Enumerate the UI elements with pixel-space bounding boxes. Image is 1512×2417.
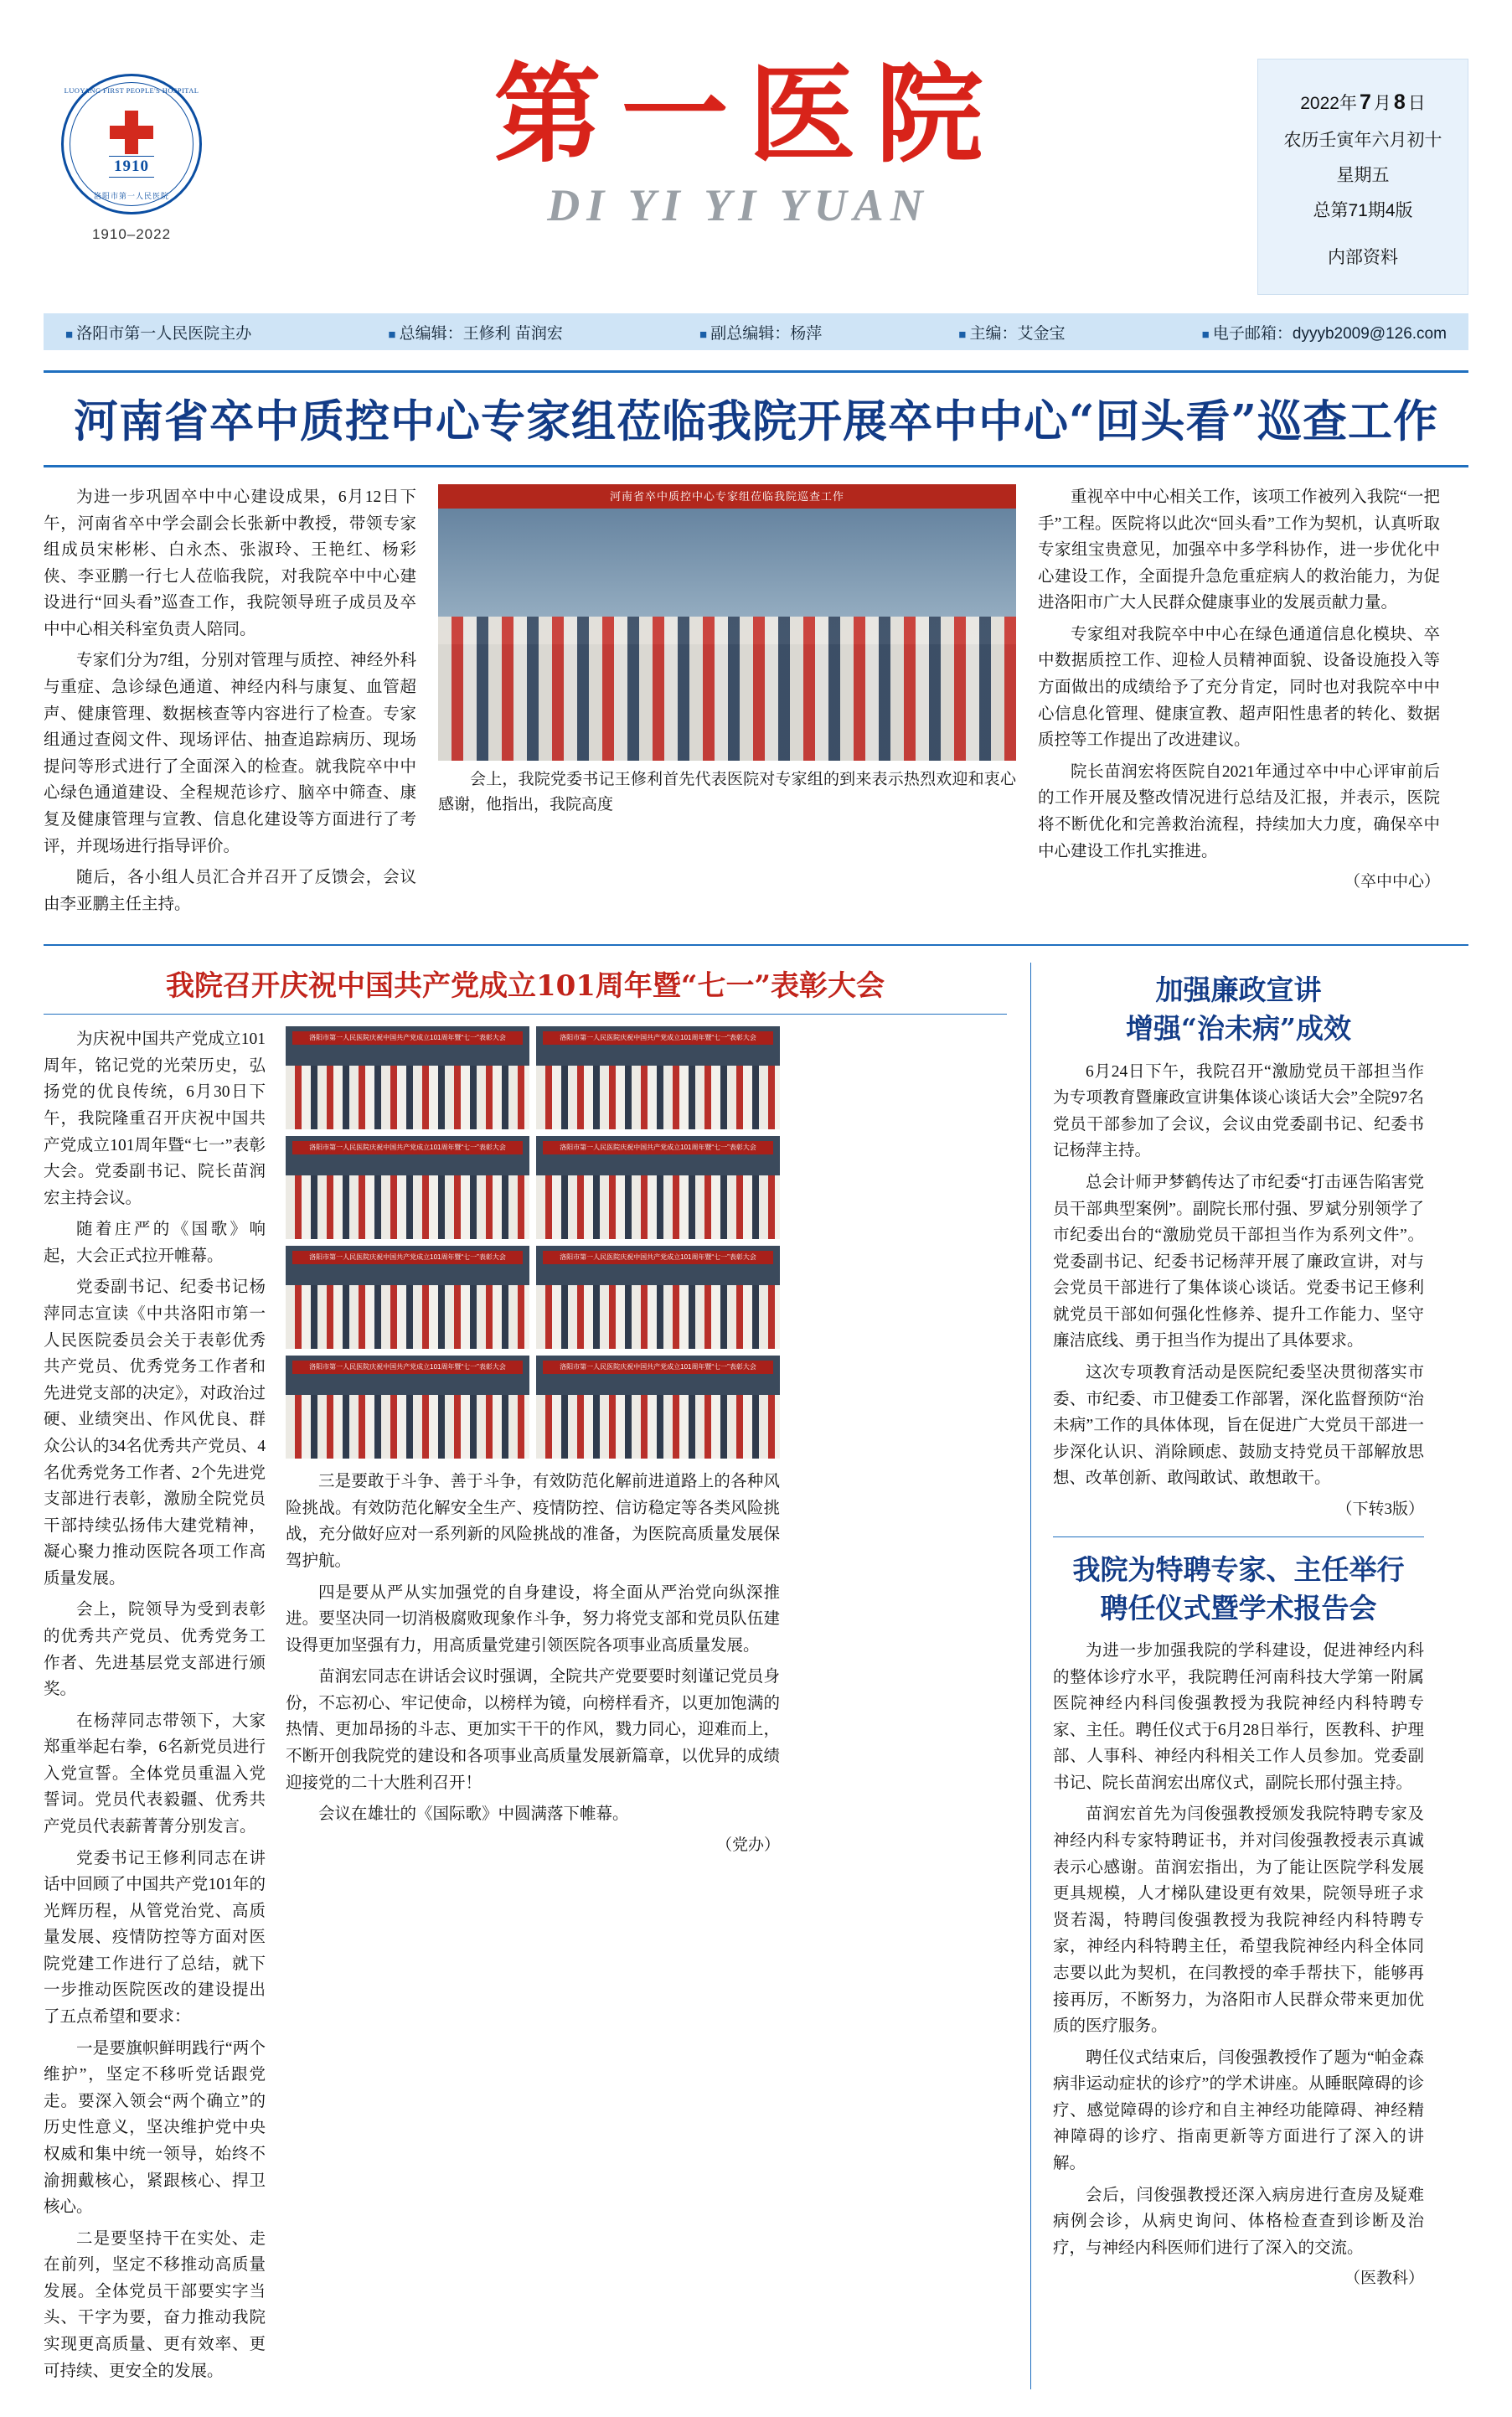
issue-month: 7	[1359, 90, 1371, 114]
party-byline: （党办）	[715, 1836, 780, 1854]
party-photo-banner: 洛阳市第一人民医院庆祝中国共产党成立101周年暨“七一”表彰大会	[292, 1361, 523, 1374]
lead-para: 为进一步巩固卒中中心建设成果，6月12日下午，河南省卒中学会副会长张新中教授，带领专家组成员宋彬彬、白永杰、张淑玲、王艳红、杨彩侠、李亚鹏一行七人莅临我院，对我院卒中中心建设进行“回头看”巡查工作，我院领导班子成员及卒中中心相关科室负责人陪同。	[44, 488, 416, 638]
party-photo-banner: 洛阳市第一人民医院庆祝中国共产党成立101周年暨“七一”表彰大会	[543, 1141, 773, 1154]
right-para: 苗润宏首先为闫俊强教授颁发我院特聘专家及神经内科专家特聘证书，并对闫俊强教授表示真诚表示心感谢。苗润宏指出，为了能让医院学科发展更具规模，人才梯队建设更有效果，院领导班子求贤若渴，特聘闫俊强教授为我院神经内科特聘专家，神经内科特聘主任，希望我院神经内科全体同志要以此为契机，在闫教授的牵手帮扶下，能够再接再厉，不断努力，为洛阳市人民群众带来更加优质的医疗服务。	[1053, 1805, 1424, 2036]
party-photo	[536, 1026, 780, 1129]
anti-corruption-body	[1053, 1059, 1424, 1523]
party-photo	[286, 1136, 529, 1239]
party-photo-banner: 洛阳市第一人民医院庆祝中国共产党成立101周年暨“七一”表彰大会	[292, 1251, 523, 1264]
party-photo	[286, 1246, 529, 1349]
right-para: 总会计师尹梦鹤传达了市纪委“打击诬告陷害党员干部典型案例”。副院长邢付强、罗斌分别领学了市纪委出台的“激励党员干部担当作为系列文件”。党委副书记、纪委书记杨萍开展了廉政宣讲，对与会党员干部进行了集体谈心谈话。党委书记王修利就党员干部如何强化性修养、提升工作能力、坚守廉洁底线、勇于担当作为提出了具体要求。	[1053, 1173, 1424, 1351]
party-photo-row	[536, 1285, 780, 1349]
party-para: 党委副书记、纪委书记杨萍同志宣读《中共洛阳市第一人民医院委员会关于表彰优秀共产党员、优秀党务工作者和先进党支部的决定》，对政治过硬、业绩突出、作风优良、群众公认的34名优秀共产党员、4名优秀党务工作者、2个先进党支部进行表彰，激励全院党员干部持续弘扬伟大建党精神，凝心聚力推动医院各项工作高质量发展。	[44, 1278, 266, 1588]
party-photo	[536, 1246, 780, 1349]
lead-para: 专家们分为7组，分别对管理与质控、神经外科与重症、急诊绿色通道、神经内科与康复、血管超声、健康管理、数据核查等内容进行了检查。专家组通过查阅文件、现场评估、抽查追踪病历、现场提问等形式进行了全面深入的检查。就我院卒中中心绿色通道建设、全程规范诊疗、脑卒中筛查、康复及健康管理与宣教、信息化建设等方面进行了考评，并现场进行指导评价。	[44, 652, 416, 855]
issue-month-unit: 月	[1373, 94, 1391, 113]
issue-internal-label: 内部资料	[1328, 248, 1398, 267]
lead-para: 专家组对我院卒中中心在绿色通道信息化模块、卒中数据质控工作、迎检人员精神面貌、设备设施投入等方面做出的成绩给予了充分肯定，同时也对我院卒中中心信息化管理、健康宣教、超声阳性患者的转化、数据质控等工作提出了改进建议。	[1038, 625, 1440, 750]
lead-column-3	[1038, 484, 1440, 922]
logo-years-range: 1910–2022	[91, 226, 172, 242]
seal-year: 1910	[109, 156, 154, 178]
red-cross-icon	[110, 111, 153, 154]
issue-day-unit: 日	[1407, 94, 1426, 113]
party-photo-banner: 洛阳市第一人民医院庆祝中国共产党成立101周年暨“七一”表彰大会	[292, 1141, 523, 1154]
appointment-article	[1053, 1551, 1424, 2292]
appointment-byline: （医教科）	[1344, 2270, 1424, 2288]
party-para: 在杨萍同志带领下，大家郑重举起右拳，6名新党员进行入党宣誓。全体党员重温入党誓词。党员代表毅疆、优秀共产党员代表薪菁菁分别发言。	[44, 1712, 266, 1836]
party-photo-row	[536, 1395, 780, 1459]
party-columns	[44, 1026, 1007, 2389]
party-photo	[286, 1026, 529, 1129]
party-para: 苗润宏同志在讲话会议时强调，全院共产党要要时刻谨记党员身份，不忘初心、牢记使命，以榜样为镜，向榜样看齐，以更加饱满的热情、更加昂扬的斗志、更加实干干的作风，戮力同心，迎难而上，不断开创我院党的建设和各项事业高质量发展新篇章，以优异的成绩迎接党的二十大胜利召开！	[286, 1668, 780, 1792]
party-column-1	[44, 1026, 266, 2389]
anti-corruption-article	[1053, 971, 1424, 1522]
page-title: 第一医院	[493, 52, 1004, 178]
party-photo-column	[286, 1026, 780, 2389]
party-headline: 我院召开庆祝中国共产党成立101周年暨“七一”表彰大会	[44, 963, 1007, 1015]
issue-date	[1268, 81, 1458, 123]
party-para: 会上，院领导为受到表彰的优秀共产党员、优秀党务工作者、先进基层党支部进行颁奖。	[44, 1601, 266, 1699]
appointment-headline-line2: 聘任仪式暨学术报告会	[1100, 1591, 1377, 1624]
party-para: 二是要坚持干在实处、走在前列，坚定不移推动高质量发展。全体党员干部要实字当头、干字为要，奋力推动我院实现更高质量、更有效率、更可持续、更安全的发展。	[44, 2229, 266, 2380]
party-column-2	[286, 1469, 780, 1858]
hospital-logo	[44, 59, 219, 243]
lead-article	[44, 484, 1468, 922]
party-para: 会议在雄壮的《国际歌》中圆满落下帷幕。	[318, 1805, 629, 1824]
party-photo-banner: 洛阳市第一人民医院庆祝中国共产党成立101周年暨“七一”表彰大会	[543, 1031, 773, 1045]
paper-title-block	[219, 52, 1257, 231]
appointment-headline	[1053, 1551, 1424, 1628]
party-photo-banner: 洛阳市第一人民医院庆祝中国共产党成立101周年暨“七一”表彰大会	[292, 1031, 523, 1045]
party-photo-banner: 洛阳市第一人民医院庆祝中国共产党成立101周年暨“七一”表彰大会	[543, 1361, 773, 1374]
lead-para: 院长苗润宏将医院自2021年通过卒中中心评审前后的工作开展及整改情况进行总结及汇报，并表示，医院将不断优化和完善救治流程，持续加大力度，确保卒中中心建设工作扎实推进。	[1038, 762, 1440, 860]
appointment-body	[1053, 1638, 1424, 2292]
issue-year: 2022年	[1300, 94, 1357, 113]
lead-column-2	[438, 484, 1016, 922]
lead-photo-group	[438, 617, 1016, 761]
chief-editor-label: ■ 总编辑：王修利 苗润宏	[388, 321, 563, 343]
seal-arc-top-text: LUOYANG FIRST PEOPLE'S HOSPITAL	[64, 86, 199, 95]
anti-corruption-headline-line1: 加强廉政宣讲	[1155, 974, 1322, 1007]
party-photo-row	[286, 1175, 529, 1239]
party-photo	[286, 1356, 529, 1459]
party-para: 随着庄严的《国歌》响起，大会正式拉开帷幕。	[44, 1221, 266, 1265]
issue-number: 总第71期4版	[1313, 201, 1413, 220]
lead-photo-banner: 河南省卒中质控中心专家组莅临我院巡查工作	[438, 484, 1016, 509]
party-column-3	[800, 1026, 1005, 2389]
seal-arc-bottom-text: 洛阳市第一人民医院	[93, 192, 169, 200]
issue-info-box	[1257, 59, 1468, 295]
right-para: 6月24日下午，我院召开“激励党员干部担当作为专项教育暨廉政宣讲集体谈心谈话大会”全院97名党员干部参加了会议，会议由党委副书记、纪委书记杨萍主持。	[1053, 1062, 1424, 1160]
party-para: 一是要旗帜鲜明践行“两个维护”，坚定不移听党话跟党走。要深入领会“两个确立”的历史性意义，坚决维护党中央权威和集中统一领导，始终不渝拥戴核心，紧跟核心、捍卫核心。	[44, 2039, 266, 2217]
continue-notice: （下转3版）	[1336, 1500, 1424, 1518]
party-photo-row	[286, 1066, 529, 1129]
party-photo-row	[536, 1175, 780, 1239]
party-article	[44, 963, 1007, 2389]
party-para: 四是要从严从实加强党的自身建设，将全面从严治党向纵深推进。要坚决同一切消极腐败现象作斗争，努力将党支部和党员队伍建设得更加坚强有力，用高质量党建引领医院各项事业高质量发展。	[286, 1583, 780, 1655]
lead-column-1	[44, 484, 416, 922]
lead-para: 重视卒中中心相关工作，该项工作被列入我院“一把手”工程。医院将以此次“回头看”工作为契机，认真听取专家组宝贵意见，加强卒中多学科协作，进一步优化中心建设工作，全面提升急危重症病人的救治能力，为促进洛阳市广大人民群众健康事业的发展贡献力量。	[1038, 488, 1440, 612]
party-photo-banner: 洛阳市第一人民医院庆祝中国共产党成立101周年暨“七一”表彰大会	[543, 1251, 773, 1264]
section-divider	[44, 944, 1468, 946]
email-label: ■ 电子邮箱：dyyyb2009@126.com	[1202, 321, 1447, 343]
party-photo-row	[536, 1066, 780, 1129]
right-column	[1030, 963, 1424, 2389]
editor-label: ■ 主编：艾金宝	[958, 321, 1065, 343]
party-photo	[536, 1356, 780, 1459]
party-para: 为庆祝中国共产党成立101周年，铭记党的光荣历史，弘扬党的优良传统，6月30日下午，我院隆重召开庆祝中国共产党成立101周年暨“七一”表彰大会。党委副书记、院长苗润宏主持会议。	[44, 1030, 266, 1207]
appointment-headline-line1: 我院为特聘专家、主任举行	[1072, 1552, 1405, 1586]
party-para: 三是要敢于斗争、善于斗争，有效防范化解前进道路上的各种风险挑战。有效防范化解安全生产、疫情防控、信访稳定等各类风险挑战，充分做好应对一系列新的风险挑战的准备，为医院高质量发展保驾护航。	[286, 1473, 780, 1570]
right-para: 聘任仪式结束后，闫俊强教授作了题为“帕金森病非运动症状的诊疗”的学术讲座。从睡眠障碍的诊疗、感觉障碍的诊疗和自主神经功能障碍、神经精神障碍的诊疗、指南更新等方面进行了深入的讲解。	[1053, 2048, 1424, 2172]
sponsor-label: ■ 洛阳市第一人民医院主办	[65, 321, 251, 343]
masthead	[44, 39, 1468, 295]
anti-corruption-headline	[1053, 971, 1424, 1048]
issue-lunar-date: 农历壬寅年六月初十	[1283, 131, 1442, 150]
right-para: 为进一步加强我院的学科建设，促进神经内科的整体诊疗水平，我院聘任河南科技大学第一附属医院神经内科闫俊强教授为我院神经内科特聘专家、主任。聘任仪式于6月28日举行，医教科、护理部、人事科、神经内科相关工作人员参加。党委副书记、院长苗润宏出席仪式，副院长邢付强主持。	[1053, 1642, 1424, 1792]
lead-photo	[438, 484, 1016, 761]
party-photo-row	[286, 1285, 529, 1349]
right-column-divider	[1053, 1536, 1424, 1537]
lead-byline: （卒中中心）	[1344, 873, 1440, 891]
lead-photo-caption: 会上，我院党委书记王修利首先代表医院对专家组的到来表示热烈欢迎和衷心感谢，他指出，我院高度	[438, 771, 1016, 814]
issue-day: 8	[1393, 90, 1406, 114]
right-para: 会后，闫俊强教授还深入病房进行查房及疑难病例会诊，从病史询问、体格检查查到诊断及治疗，与神经内科医师们进行了深入的交流。	[1053, 2186, 1424, 2257]
lead-headline: 河南省卒中质控中心专家组莅临我院开展卒中中心“回头看”巡查工作	[74, 395, 1438, 447]
hospital-seal-icon	[61, 74, 202, 214]
party-photo	[536, 1136, 780, 1239]
lead-headline-block	[44, 370, 1468, 467]
party-photo-row	[286, 1395, 529, 1459]
anti-corruption-headline-line2: 增强“治未病”成效	[1126, 1012, 1351, 1046]
publication-info-bar	[44, 313, 1468, 350]
deputy-editor-label: ■ 副总编辑：杨萍	[699, 321, 822, 343]
lead-para: 随后，各小组人员汇合并召开了反馈会，会议由李亚鹏主任主持。	[44, 869, 416, 913]
right-para: 这次专项教育活动是医院纪委坚决贯彻落实市委、市纪委、市卫健委工作部署，深化监督预防“治未病”工作的具体体现，旨在促进广大党员干部进一步深化认识、消除顾虑、鼓励支持党员干部解放思想、改革创新、敢闯敢试、敢想敢干。	[1053, 1363, 1424, 1488]
issue-weekday: 星期五	[1336, 166, 1390, 185]
party-para: 党委书记王修利同志在讲话中回顾了中国共产党101年的光辉历程，从管党治党、高质量发展、疫情防控等方面对医院党建工作进行了总结，就下一步推动医院医改的建设提出了五点希望和要求：	[44, 1849, 266, 2027]
paper-pinyin: DI YI YI YUAN	[547, 180, 930, 231]
party-photo-grid	[286, 1026, 780, 1459]
lower-section	[44, 963, 1468, 2389]
